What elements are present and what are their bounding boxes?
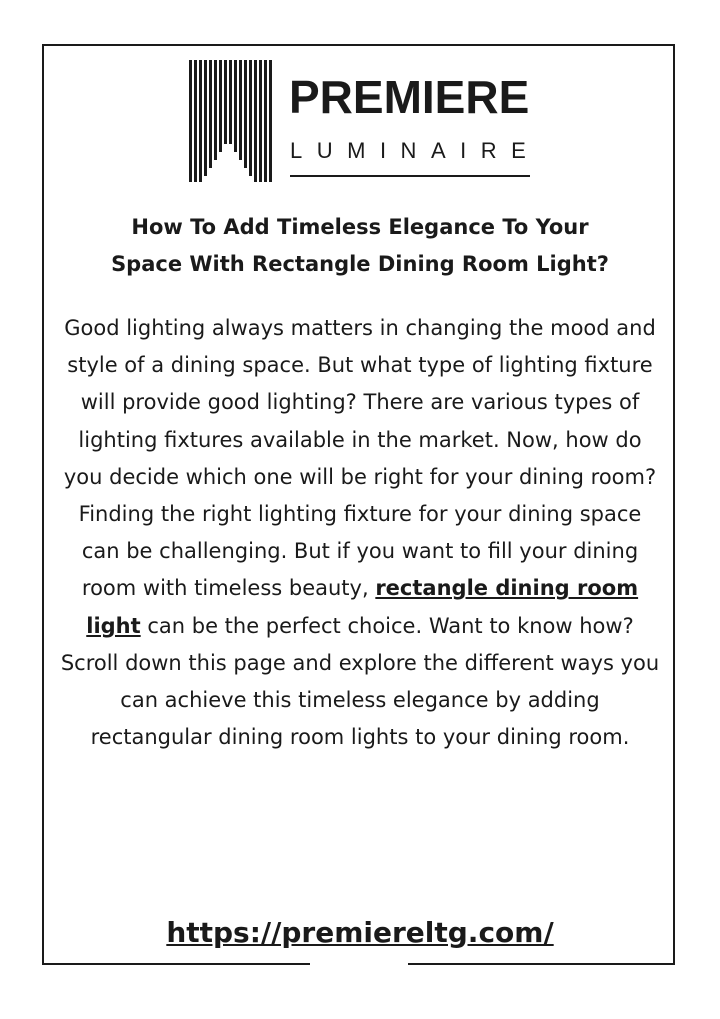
brand-divider bbox=[290, 175, 530, 177]
title-line-2: Space With Rectangle Dining Room Light? bbox=[111, 252, 609, 276]
article-body bbox=[60, 310, 660, 756]
rectangle-dining-room-light-link[interactable]: rectangle dining room light bbox=[86, 576, 639, 638]
article-title bbox=[62, 209, 658, 283]
border-gap bbox=[310, 963, 408, 969]
body-text-end: can be the perfect choice. Want to know how? Scroll down this page and explore the different ways you can achieve this timeless elegance by adding rectangular dining room lights to your dining room. bbox=[60, 613, 660, 750]
title-line-1: How To Add Timeless Elegance To Your bbox=[131, 215, 589, 239]
brand-subtitle: LUMINAIRE bbox=[290, 138, 541, 163]
brand-name: PREMIERE bbox=[289, 71, 530, 123]
website-url-link[interactable]: https://premiereltg.com/ bbox=[166, 916, 554, 949]
body-text-start: Good lighting always matters in changing the mood and style of a dining space. But what type of lighting fixture will provide good lighting? There are various types of lighting fixtures available in the market. Now, how do you decide which one will be right for your dining room? Finding the right lighting fixture for your dining space can be challenging. But if you want to fill your dining room with timeless beauty, bbox=[63, 316, 657, 601]
brand-logo bbox=[189, 60, 541, 182]
logo-mark-icon bbox=[189, 60, 272, 182]
